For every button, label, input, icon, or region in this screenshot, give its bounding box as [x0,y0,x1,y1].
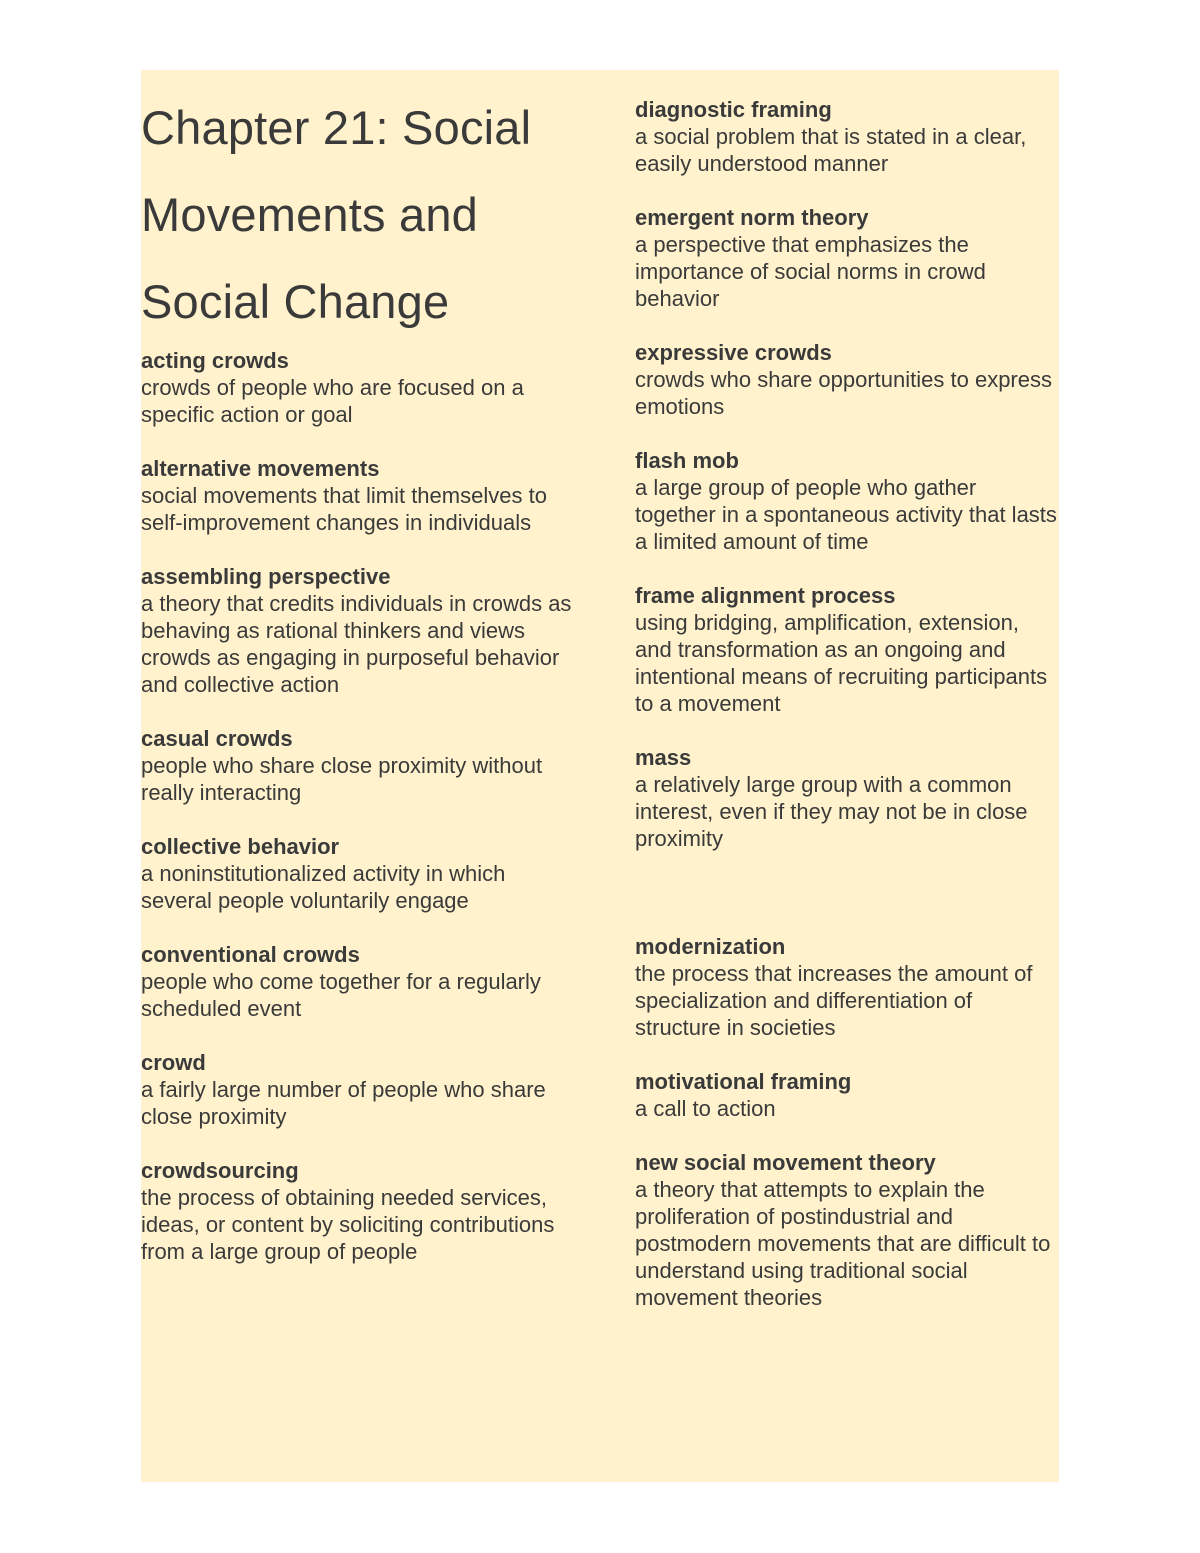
right-column [635,96,1059,1338]
glossary-term: crowd [141,1050,206,1075]
glossary-definition: a theory that attempts to explain the proliferation of postindustrial and postmodern movements that are difficult to understand using traditional social movement theories [635,1177,1051,1310]
glossary-term: collective behavior [141,834,340,859]
glossary-definition: the process of obtaining needed services, ideas, or content by soliciting contributions from a large group of people [141,1185,555,1264]
chapter-title: Chapter 21: Social Movements and Social Change [141,101,532,328]
glossary-definition: people who share close proximity without really interacting [141,753,543,805]
glossary-entry [635,1068,1059,1122]
glossary-term: frame alignment process [635,583,896,608]
glossary-entry [141,563,581,698]
glossary-entry [635,1149,1059,1311]
glossary-definition: using bridging, amplification, extension, and transformation as an ongoing and intentional means of recruiting participants to a movement [635,610,1048,716]
glossary-entry [141,833,581,914]
glossary-definition: a call to action [635,1096,776,1121]
glossary-entry [141,941,581,1022]
glossary-term: expressive crowds [635,340,832,365]
glossary-term: conventional crowds [141,942,360,967]
document-page [141,70,1059,1482]
glossary-definition: social movements that limit themselves to self-improvement changes in individuals [141,483,547,535]
glossary-definition: a large group of people who gather together in a spontaneous activity that lasts a limited amount of time [635,475,1057,554]
glossary-entry [141,347,581,428]
glossary-definition: crowds of people who are focused on a specific action or goal [141,375,524,427]
glossary-definition: a fairly large number of people who share close proximity [141,1077,546,1129]
glossary-term: alternative movements [141,456,380,481]
glossary-term: emergent norm theory [635,205,869,230]
glossary-entry [635,447,1059,555]
glossary-entry [635,204,1059,312]
glossary-definition: a noninstitutionalized activity in which several people voluntarily engage [141,861,506,913]
glossary-entry [635,339,1059,420]
glossary-entry [141,1049,581,1130]
glossary-term: acting crowds [141,348,289,373]
glossary-term: motivational framing [635,1069,852,1094]
glossary-definition: crowds who share opportunities to express emotions [635,367,1052,419]
glossary-term: crowdsourcing [141,1158,299,1183]
left-column [141,70,581,1292]
glossary-term: assembling perspective [141,564,391,589]
glossary-term: flash mob [635,448,739,473]
glossary-entry [141,725,581,806]
glossary-term: mass [635,745,692,770]
glossary-entry [635,582,1059,717]
glossary-entry [141,1157,581,1265]
glossary-entry [635,933,1059,1041]
glossary-definition: a theory that credits individuals in crowds as behaving as rational thinkers and views crowds as engaging in purposeful behavior and collective action [141,591,572,697]
glossary-term: modernization [635,934,786,959]
glossary-entry [635,744,1059,852]
glossary-definition: people who come together for a regularly scheduled event [141,969,541,1021]
glossary-definition: a relatively large group with a common interest, even if they may not be in close proximity [635,772,1028,851]
glossary-definition: a perspective that emphasizes the importance of social norms in crowd behavior [635,232,986,311]
glossary-term: new social movement theory [635,1150,936,1175]
glossary-term: diagnostic framing [635,97,832,122]
glossary-definition: a social problem that is stated in a clear, easily understood manner [635,124,1027,176]
glossary-entry [141,455,581,536]
glossary-definition: the process that increases the amount of specialization and differentiation of structure in societies [635,961,1033,1040]
glossary-entry [635,96,1059,177]
glossary-term: casual crowds [141,726,293,751]
